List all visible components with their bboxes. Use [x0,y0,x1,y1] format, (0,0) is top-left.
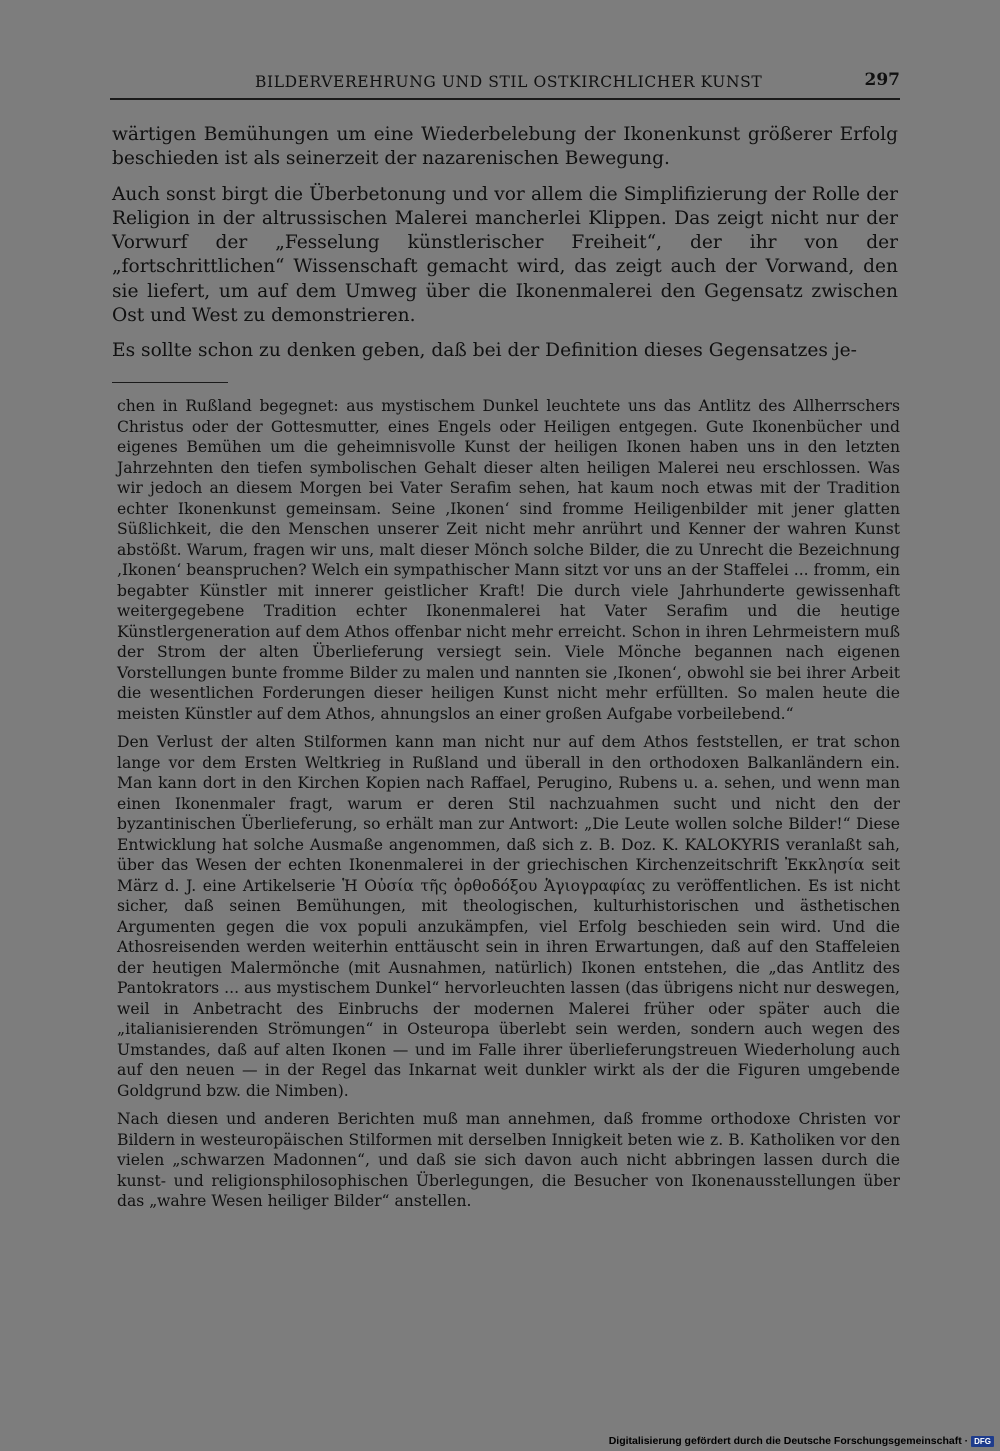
footnote-paragraph: Nach diesen und anderen Berichten muß man annehmen, daß fromme orthodoxe Christen vor Bildern in westeuropäischen Stilformen mit derselben Innigkeit beten wie z. B. Katholiken vor den vielen „schwarzen Madonnen“, und daß sie sich davon auch nicht abbringen lassen durch die kunst- und religionsphilosophischen Überlegungen, die Besucher von Ikonenausstellungen über das „wahre Wesen heiliger Bilder“ anstellen. [117,1110,900,1210]
running-head: BILDERVEREHRUNG UND STIL OSTKIRCHLICHER KUNST [255,73,763,91]
footnote-separator [112,382,228,383]
main-text [112,123,898,375]
paragraph: wärtigen Bemühungen um eine Wiederbelebung der Ikonenkunst größerer Erfolg beschieden ist als seinerzeit der nazarenischen Bewegung. [112,124,898,170]
footnote-paragraph: chen in Rußland begegnet: aus mystischem Dunkel leuchtete uns das Antlitz des Allherrschers Christus oder der Gottesmutter, eines Engels oder Heiligen entgegen. Gute Ikonenbücher und eigenes Bemühen um die geheimnisvolle Kunst der heiligen Ikonen haben uns in den letzten Jahrzehnten den tiefen symbolischen Gehalt dieser alten heiligen Malerei neu erschlossen. Was wir jedoch an diesem Morgen bei Vater Serafim sehen, hat kaum noch etwas mit der Tradition echter Ikonenkunst gemeinsam. Seine ‚Ikonen‘ sind fromme Heiligenbilder mit jener glatten Süßlichkeit, die den Menschen unserer Zeit nicht mehr anrührt und Kenner der wahren Kunst abstößt. Warum, fragen wir uns, malt dieser Mönch solche Bilder, die zu Unrecht die Bezeichnung ‚Ikonen‘ beanspruchen? Welch ein sympathischer Mann sitzt vor uns an der Staffelei ... fromm, ein begabter Künstler mit innerer geistlicher Kraft! Die durch viele Jahrhunderte gewissenhaft weitergegebene Tradition echter Ikonenmalerei hat Vater Serafim und die heutige Künstlergeneration auf dem Athos offenbar nicht mehr erreicht. Schon in ihren Lehrmeistern muß der Strom der alten Überlieferung versiegt sein. Viele Mönche begannen nach eigenen Vorstellungen bunte fromme Bilder zu malen und nannten sie ‚Ikonen‘, obwohl sie bei ihrer Arbeit die wesentlichen Forderungen dieser heiligen Kunst nicht mehr erfüllten. So malen heute die meisten Künstler auf dem Athos, ahnungslos an einer großen Aufgabe vorbeilebend.“ [117,397,900,723]
credit-text: Digitalisierung gefördert durch die Deutsche Forschungsgemeinschaft · [608,1435,969,1447]
footnote-paragraph: Den Verlust der alten Stilformen kann man nicht nur auf dem Athos feststellen, er trat schon lange vor dem Ersten Weltkrieg in Rußland und überall in den orthodoxen Balkanländern ein. Man kann dort in den Kirchen Kopien nach Raffael, Perugino, Rubens u. a. sehen, und wenn man einen Ikonenmaler fragt, warum er deren Stil nachzuahmen sucht und nicht den der byzantinischen Überlieferung, so erhält man zur Antwort: „Die Leute wollen solche Bilder!“ Diese Entwicklung hat solche Ausmaße angenommen, daß sich z. B. Doz. K. KALOKYRIS veranlaßt sah, über das Wesen der echten Ikonenmalerei in der griechischen Kirchenzeitschrift Ἐκκλησία seit März d. J. eine Artikelserie Ἡ Οὐσία τῆς ὀρθοδόξου Ἁγιογραφίας zu veröffentlichen. Es ist nicht sicher, daß seinen Bemühungen, mit theologischen, kulturhistorischen und ästhetischen Argumenten gegen die vox populi anzukämpfen, viel Erfolg beschieden sein wird. Und die Athosreisenden werden weiterhin enttäuscht sein in ihren Erwartungen, daß auf den Staffeleien der heutigen Malermönche (mit Ausnahmen, natürlich) Ikonen entstehen, die „das Antlitz des Pantokrators ... aus mystischem Dunkel“ hervorleuchten lassen (das übrigens nicht nur deswegen, weil in Anbetracht des Einbruchs der modernen Malerei früher oder später auch die „italianisierenden Strömungen“ in Osteuropa überlebt sein werden, sondern auch wegen des Umstandes, daß auf alten Ikonen — und im Falle ihrer überlieferungstreuen Wiederholung auch auf den neuen — in der Regel das Inkarnat weit dunkler wirkt als der die Figuren umgebende Goldgrund bzw. die Nimben). [117,733,900,1100]
paragraph: Auch sonst birgt die Überbetonung und vor allem die Simplifizierung der Rolle der Religion in der altrussischen Malerei mancherlei Klippen. Das zeigt nicht nur der Vorwurf der „Fesselung künstlerischer Freiheit“, der ihr von der „fortschrittlichen“ Wissenschaft gemacht wird, das zeigt auch der Vorwand, den sie liefert, um auf dem Umweg über die Ikonenmalerei den Gegensatz zwischen Ost und West zu demonstrieren. [112,183,898,327]
page-number: 297 [864,70,900,90]
footnotes [117,396,900,1220]
dfg-logo: DFG [971,1436,994,1447]
page-header [110,68,900,100]
digitization-credit [609,1435,994,1447]
paragraph: Es sollte schon zu denken geben, daß bei der Definition dieses Gegensatzes je- [112,340,857,362]
